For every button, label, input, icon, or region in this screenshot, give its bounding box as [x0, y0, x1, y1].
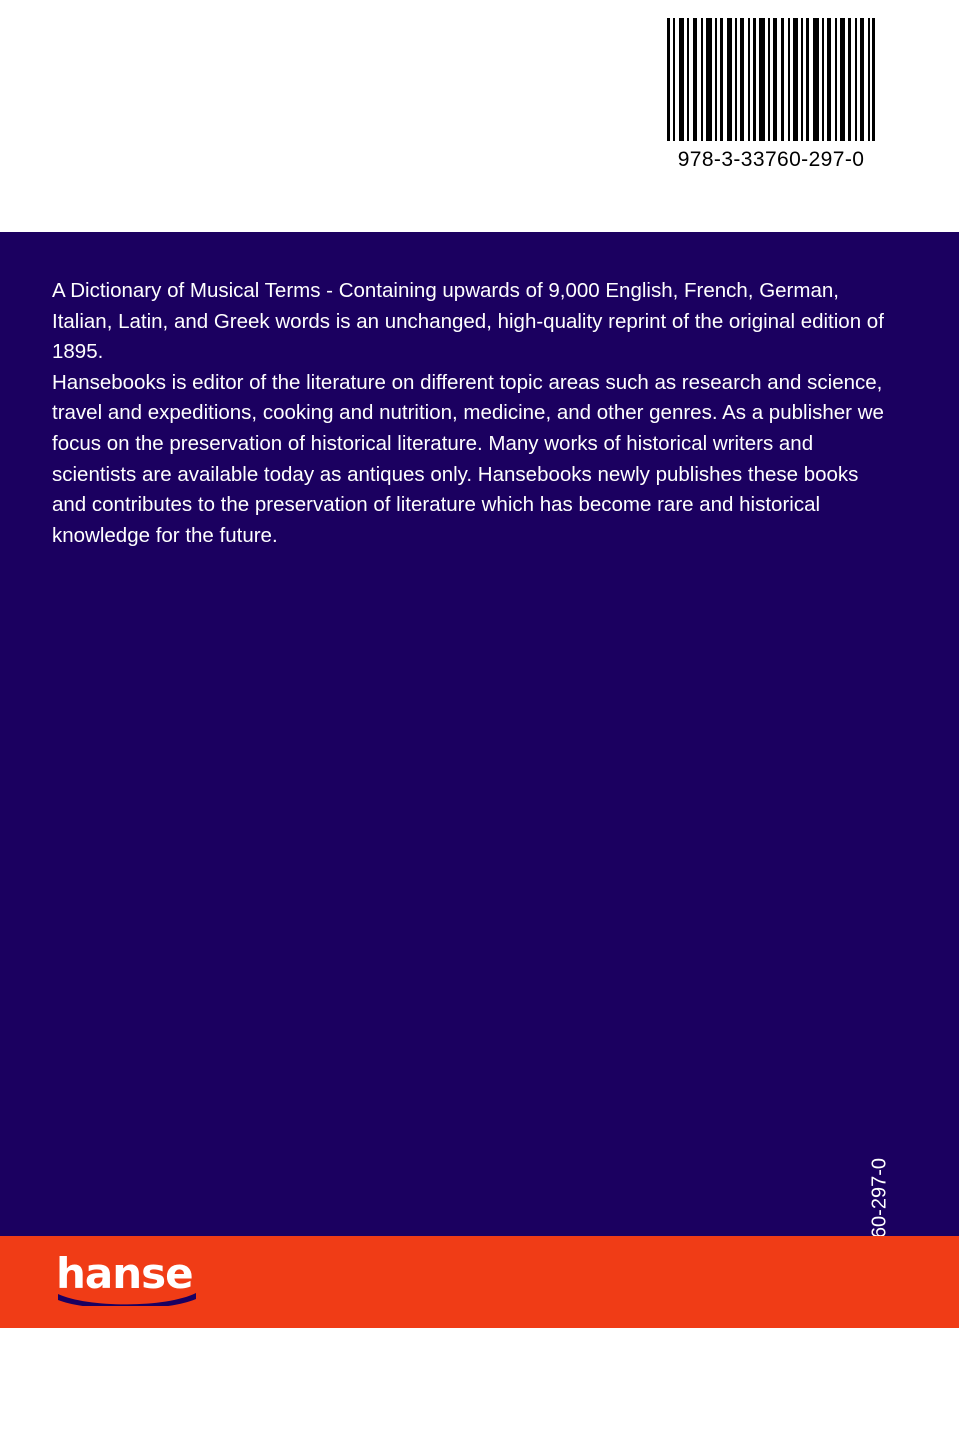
- bottom-margin: [0, 1328, 959, 1360]
- publisher-footer: [0, 1236, 959, 1328]
- blurb-paragraph-2: Hansebooks is editor of the literature on different topic areas such as research and science, travel and expeditions, cooking and nutrition, medicine, and other genres. As a publisher we focus on the preservation of historical literature. Many works of historical writers and scientists are available today as antiques only. Hansebooks newly publishes these books and contributes to the preservation of literature which has become rare and historical knowledge for the future.: [52, 370, 884, 547]
- publisher-name: hanse: [56, 1249, 193, 1298]
- barcode-block: [665, 18, 877, 172]
- logo-swoosh-icon: [58, 1292, 196, 1306]
- blurb-paragraph-1: A Dictionary of Musical Terms - Containing upwards of 9,000 English, French, German, Italian, Latin, and Greek words is an unchanged, high-quality reprint of the original edition of 1895.: [52, 279, 884, 364]
- hanse-logo-icon: [56, 1249, 216, 1314]
- description-panel: [0, 232, 959, 1236]
- isbn-number: 978-3-33760-297-0: [677, 148, 865, 171]
- barcode-icon: [665, 18, 877, 141]
- blurb-text: [52, 276, 897, 551]
